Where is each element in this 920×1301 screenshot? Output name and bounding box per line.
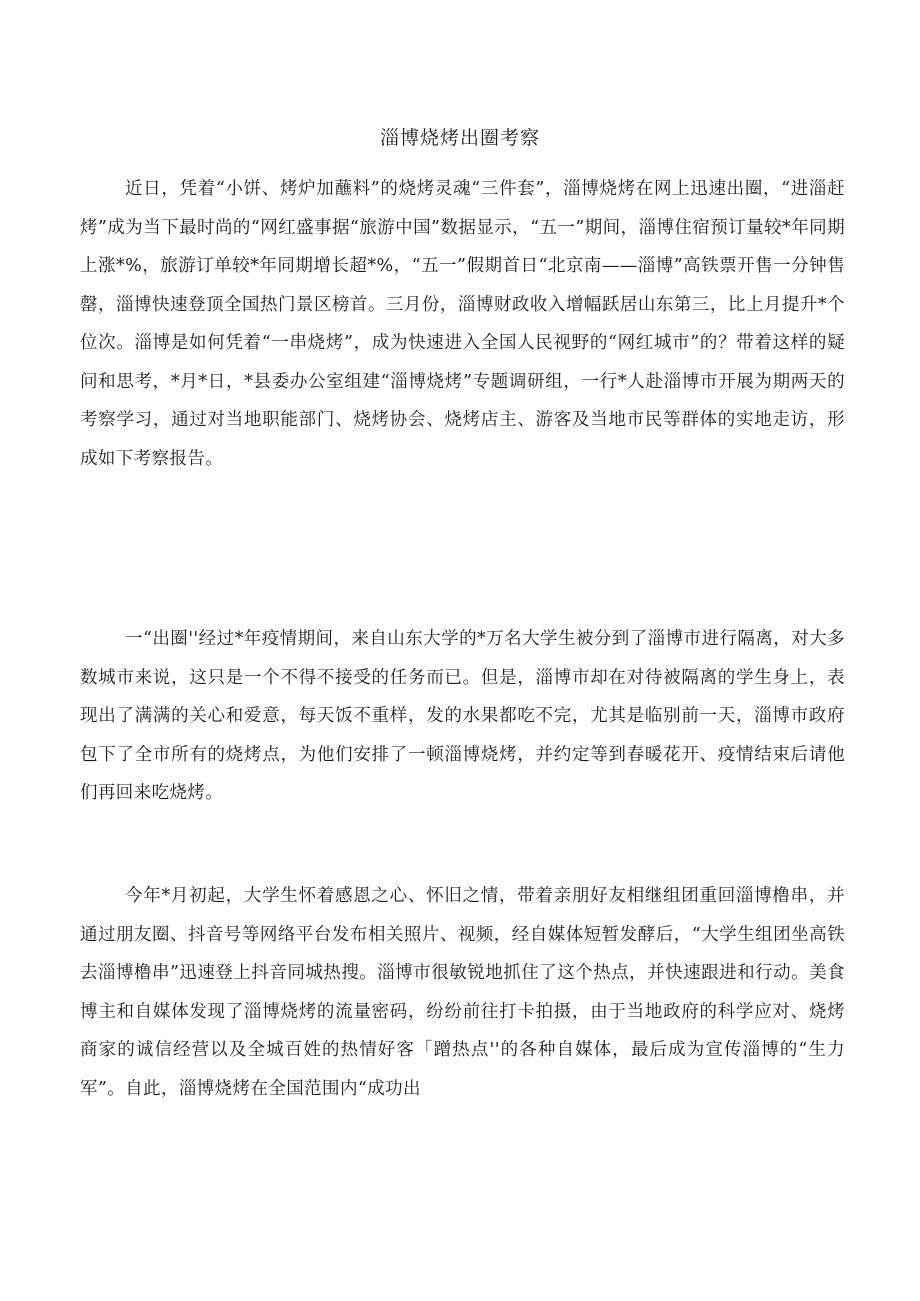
- paragraph-intro: 近日，凭着“小饼、烤炉加蘸料”的烧烤灵魂“三件套”，淄博烧烤在网上迅速出圈，“进淄赶烤”成为当下最时尚的“网红盛事据“旅游中国”数据显示，“五一”期间，淄博住宿预订量较*年同期上涨*%，旅游订单较*年同期增长超*%，“五一”假期首日“北京南——淄博”高铁票开售一分钟售罄，淄博快速登顶全国热门景区榜首。三月份，淄博财政收入增幅跃居山东第三，比上月提升*个位次。淄博是如何凭着“一串烧烤”，成为快速进入全国人民视野的“网红城市”的？带着这样的疑问和思考，*月*日，*县委办公室组建“淄博烧烤”专题调研组，一行*人赴淄博市开展为期两天的考察学习，通过对当地职能部门、烧烤协会、烧烤店主、游客及当地市民等群体的实地走访，形成如下考察报告。: [80, 179, 845, 469]
- paragraph-section-two: 今年*月初起，大学生怀着感恩之心、怀旧之情，带着亲朋好友相继组团重回淄博橹串，并通过朋友圈、抖音号等网络平台发布相关照片、视频，经自媒体短暂发酵后，“大学生组团坐高铁去淄博橹串”迅速登上抖音同城热搜。淄博市很敏锐地抓住了这个热点，并快速跟进和行动。美食博主和自媒体发现了淄博烧烤的流量密码，纷纷前往打卡拍摄，由于当地政府的科学应对、烧烤商家的诚信经营以及全城百姓的热情好客「蹭热点''的各种自媒体，最后成为宣传淄博的“生力军”。自此，淄博烧烤在全国范围内“成功出: [80, 886, 845, 1099]
- document-title: 淄博烧烤出圈考察: [379, 127, 540, 149]
- paragraph-section-one: 一“出圈''经过*年疫情期间，来自山东大学的*万名大学生被分到了淄博市进行隔离，对大多数城市来说，这只是一个不得不接受的任务而已。但是，淄博市却在对待被隔离的学生身上，表现出了满满的关心和爱意，每天饭不重样，发的水果都吃不完，尤其是临别前一天，淄博市政府包下了全市所有的烧烤点，为他们安排了一顿淄博烧烤，并约定等到春暖花开、疫情结束后请他们再回来吃烧烤。: [80, 629, 845, 803]
